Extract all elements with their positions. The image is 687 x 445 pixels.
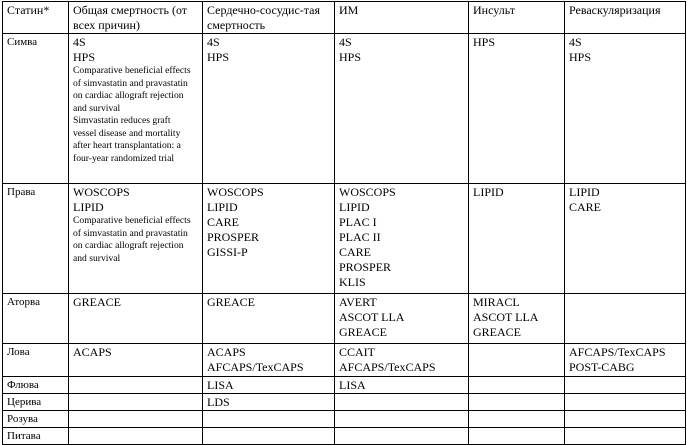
table-cell-all-cause-mortality [69, 34, 203, 184]
table-cell-stroke [469, 294, 565, 344]
trial-name: GISSI-P [207, 245, 248, 259]
header-cell-myocardial-infarction: ИМ [335, 2, 469, 34]
trial-citation: Comparative beneficial effects of simvastatin and pravastatin on cardiac allograft rejection and survival [73, 215, 191, 264]
trial-name: HPS [339, 50, 362, 64]
trial-name: LISA [207, 378, 234, 392]
statin-trials-table [2, 1, 686, 445]
trial-name: LIPID [339, 200, 370, 214]
table-row [3, 344, 686, 377]
table-cell-revascularization [565, 394, 686, 411]
trial-citation: Comparative beneficial effects of simvastatin and pravastatin on cardiac allograft rejection and survival [73, 65, 191, 114]
table-cell-revascularization [565, 34, 686, 184]
table-row [3, 411, 686, 428]
table-cell-myocardial-infarction [335, 294, 469, 344]
trial-name: LIPID [207, 200, 238, 214]
table-cell-revascularization [565, 377, 686, 394]
trial-name: GREACE [73, 295, 121, 309]
table-cell-cardiovascular-mortality [203, 394, 335, 411]
trial-name: HPS [473, 35, 496, 49]
trial-name: ASCOT LLA [339, 310, 405, 324]
header-cell-cardiovascular-mortality: Сердечно-сосудис-тая смертность [203, 2, 335, 34]
table-cell-stroke [469, 428, 565, 445]
table-row [3, 294, 686, 344]
trial-name: KLIS [339, 275, 366, 289]
table-cell-all-cause-mortality [69, 428, 203, 445]
trial-name: ACAPS [207, 345, 246, 359]
table-row [3, 428, 686, 445]
trial-name: ACAPS [73, 345, 112, 359]
trial-name: GREACE [473, 325, 521, 339]
table-row [3, 184, 686, 294]
table-cell-stroke [469, 411, 565, 428]
table-cell-stroke [469, 394, 565, 411]
table-row [3, 377, 686, 394]
trial-name: WOSCOPS [73, 185, 130, 199]
table-cell-stroke [469, 377, 565, 394]
table-cell-revascularization [565, 344, 686, 377]
trial-name: 4S [207, 35, 220, 49]
header-cell-statin: Статин* [3, 2, 69, 34]
table-cell-revascularization [565, 411, 686, 428]
header-cell-all-cause-mortality: Общая смертность (от всех причин) [69, 2, 203, 34]
trial-name: LDS [207, 395, 230, 409]
trial-name: PROSPER [339, 260, 392, 274]
table-cell-stroke [469, 184, 565, 294]
table-cell-stroke [469, 344, 565, 377]
table-cell-revascularization [565, 428, 686, 445]
table-cell-all-cause-mortality [69, 377, 203, 394]
trial-name: GREACE [339, 325, 387, 339]
table-cell-all-cause-mortality [69, 344, 203, 377]
trial-name: LISA [339, 378, 366, 392]
trial-name: CARE [339, 245, 372, 259]
trial-name: HPS [207, 50, 230, 64]
statin-name-cell: Церива [3, 394, 69, 411]
trial-name: ASCOT LLA [473, 310, 539, 324]
trial-name: MIRACL [473, 295, 520, 309]
table-cell-myocardial-infarction [335, 428, 469, 445]
trial-name: HPS [569, 50, 592, 64]
header-row [3, 2, 686, 34]
table-cell-revascularization [565, 184, 686, 294]
trial-name: POST-CABG [569, 360, 635, 374]
trial-name: LIPID [73, 200, 104, 214]
table-cell-stroke [469, 34, 565, 184]
table-cell-cardiovascular-mortality [203, 34, 335, 184]
trial-name: CARE [207, 215, 240, 229]
table-cell-cardiovascular-mortality [203, 411, 335, 428]
table-cell-all-cause-mortality [69, 394, 203, 411]
table-cell-myocardial-infarction [335, 34, 469, 184]
table-cell-myocardial-infarction [335, 377, 469, 394]
trial-name: LIPID [569, 185, 600, 199]
table-cell-cardiovascular-mortality [203, 344, 335, 377]
statin-name-cell: Права [3, 184, 69, 294]
statin-name-cell: Симва [3, 34, 69, 184]
table-cell-myocardial-infarction [335, 394, 469, 411]
trial-name: AFCAPS/TexCAPS [339, 360, 436, 374]
header-cell-stroke: Инсульт [469, 2, 565, 34]
trial-name: AFCAPS/TexCAPS [569, 345, 666, 359]
table-cell-all-cause-mortality [69, 411, 203, 428]
table-cell-all-cause-mortality [69, 294, 203, 344]
trial-name: CCAIT [339, 345, 375, 359]
trial-name: AVERT [339, 295, 377, 309]
trial-name: CARE [569, 200, 602, 214]
trial-name: GREACE [207, 295, 255, 309]
statin-name-cell: Лова [3, 344, 69, 377]
table-cell-myocardial-infarction [335, 344, 469, 377]
trial-name: HPS [73, 50, 96, 64]
trial-name: AFCAPS/TexCAPS [207, 360, 304, 374]
trial-name: WOSCOPS [207, 185, 264, 199]
trial-name: PLAC II [339, 230, 381, 244]
trial-name: 4S [73, 35, 86, 49]
table-row [3, 394, 686, 411]
table-cell-myocardial-infarction [335, 411, 469, 428]
table-cell-cardiovascular-mortality [203, 428, 335, 445]
table-cell-revascularization [565, 294, 686, 344]
trial-citation: Simvastatin reduces graft vessel disease and mortality after heart transplantation: a four-year randomized trial [73, 115, 181, 164]
trial-name: 4S [569, 35, 582, 49]
trial-name: PLAC I [339, 215, 377, 229]
table-cell-cardiovascular-mortality [203, 377, 335, 394]
table-cell-cardiovascular-mortality [203, 184, 335, 294]
statin-name-cell: Розува [3, 411, 69, 428]
statin-name-cell: Питава [3, 428, 69, 445]
header-cell-revascularization: Реваскуляризация [565, 2, 686, 34]
trial-name: 4S [339, 35, 352, 49]
trial-name: LIPID [473, 185, 504, 199]
table-cell-all-cause-mortality [69, 184, 203, 294]
table-cell-cardiovascular-mortality [203, 294, 335, 344]
statin-name-cell: Флюва [3, 377, 69, 394]
trial-name: PROSPER [207, 230, 260, 244]
trial-name: WOSCOPS [339, 185, 396, 199]
table-row [3, 34, 686, 184]
statin-name-cell: Аторва [3, 294, 69, 344]
table-cell-myocardial-infarction [335, 184, 469, 294]
